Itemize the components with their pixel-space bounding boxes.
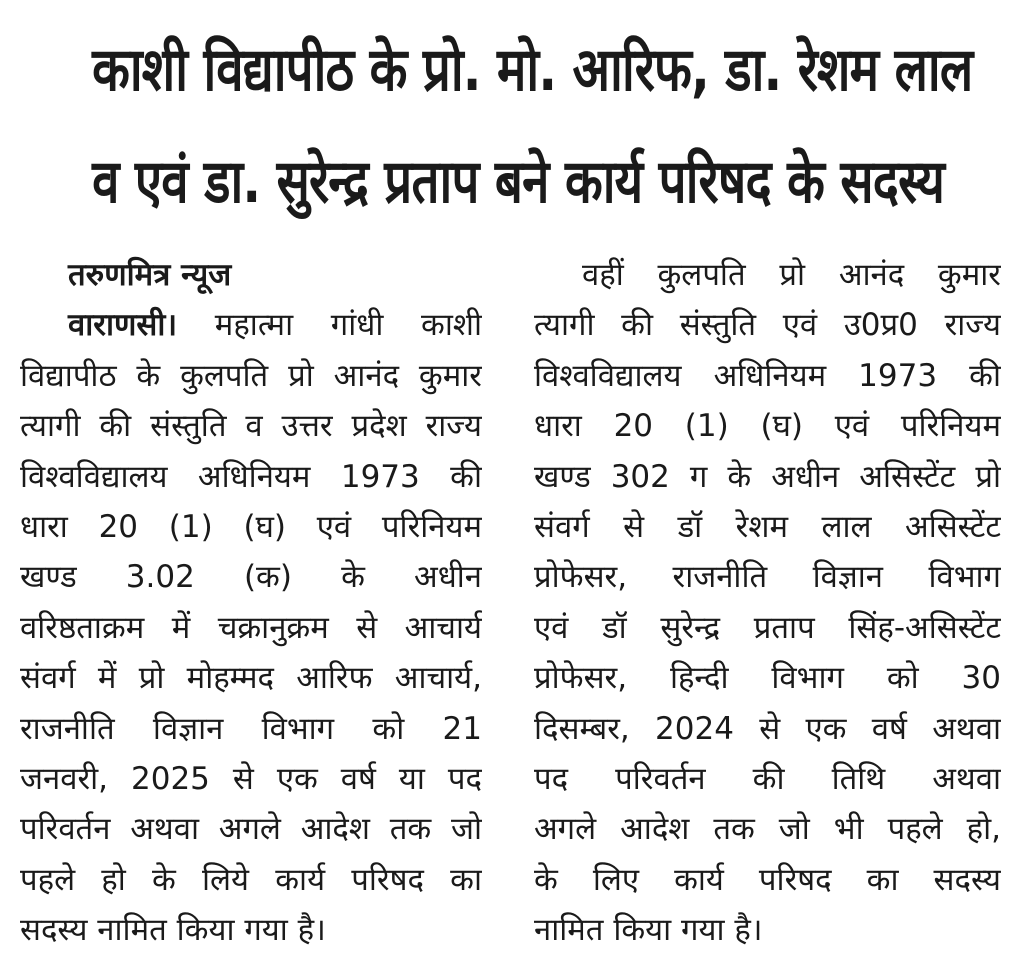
body-line: विश्वविद्यालय अधिनियम 1973 की — [534, 357, 1001, 394]
body-line: अगले आदेश तक जो भी पहले हो, — [534, 811, 1001, 848]
body-line: वहीं कुलपति प्रो आनंद कुमार — [582, 257, 1001, 293]
body-line — [20, 300, 482, 350]
body-line: धारा 20 (1) (घ) एवं परिनियम — [534, 408, 1001, 445]
body-line: सदस्य नामित किया गया है। — [20, 912, 326, 949]
body-line: त्यागी की संस्तुति व उत्तर प्रदेश राज्य — [20, 408, 482, 445]
body-line: नामित किया गया है। — [534, 912, 763, 949]
body-line: के लिए कार्य परिषद का सदस्य — [534, 861, 1001, 898]
headline-line-2: व एवं डा. सुरेन्द्र प्रताप बने कार्य परिषद के सदस्य — [92, 147, 945, 217]
headline-line-1: काशी विद्यापीठ के प्रो. मो. आरिफ, डा. रेशम लाल — [92, 35, 973, 105]
article-column-left — [20, 250, 482, 955]
body-line: खण्ड 302 ग के अधीन असिस्टेंट प्रो — [534, 458, 1001, 495]
body-line: संवर्ग से डॉ रेशम लाल असिस्टेंट — [534, 508, 1001, 545]
body-line: त्यागी की संस्तुति एवं उ0प्र0 राज्य — [534, 307, 1001, 344]
body-line: विद्यापीठ के कुलपति प्रो आनंद कुमार — [20, 357, 482, 394]
body-line: धारा 20 (1) (घ) एवं परिनियम — [20, 508, 482, 545]
body-line: प्रोफेसर, राजनीति विज्ञान विभाग — [534, 559, 1001, 596]
body-line: दिसम्बर, 2024 से एक वर्ष अथवा — [534, 710, 1001, 747]
body-line: संवर्ग में प्रो मोहम्मद आरिफ आचार्य, — [20, 660, 482, 697]
article-column-right — [534, 250, 1001, 955]
dateline: वाराणसी। — [68, 307, 178, 344]
byline: तरुणमित्र न्यूज — [68, 257, 232, 293]
body-line: पहले हो के लिये कार्य परिषद का — [20, 861, 482, 898]
body-line: परिवर्तन अथवा अगले आदेश तक जो — [20, 811, 482, 848]
body-line: पद परिवर्तन की तिथि अथवा — [534, 760, 1001, 797]
body-text: महात्मा गांधी काशी — [177, 307, 482, 344]
body-line: वरिष्ठताक्रम में चक्रानुक्रम से आचार्य — [20, 609, 482, 646]
body-line: जनवरी, 2025 से एक वर्ष या पद — [20, 760, 482, 797]
headline — [92, 14, 973, 238]
body-line: एवं डॉ सुरेन्द्र प्रताप सिंह-असिस्टेंट — [534, 609, 1001, 646]
body-line: विश्वविद्यालय अधिनियम 1973 की — [20, 458, 482, 495]
body-line: खण्ड 3.02 (क) के अधीन — [20, 559, 482, 596]
body-line: राजनीति विज्ञान विभाग को 21 — [20, 710, 482, 747]
body-line: प्रोफेसर, हिन्दी विभाग को 30 — [534, 660, 1001, 697]
